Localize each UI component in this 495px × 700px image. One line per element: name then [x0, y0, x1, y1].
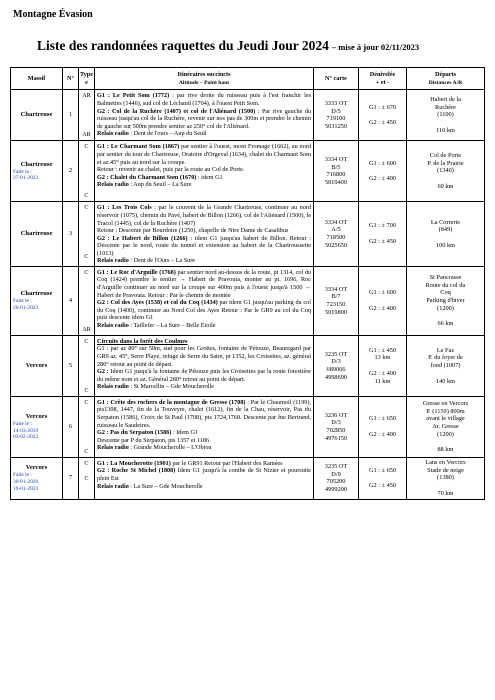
map-ref: B/7: [331, 293, 341, 301]
hikes-table: [10, 67, 485, 500]
map-ref: 3235 OT: [324, 462, 348, 470]
distance-ar: 70 km: [437, 489, 454, 497]
g2-text: : Par rive gauche du ruisseau jusqu'au col de la Ruchère, revenir sur nos pas de 300m et prendre le chemin de gauche sur 500m prendre sentier az 250° col de l'Aliénard.: [97, 107, 312, 130]
col-type-label: Type: [80, 71, 93, 79]
map-ref: D/9: [331, 470, 341, 478]
g2-line: [97, 235, 311, 258]
g1-title: Le Charmant Som (1867): [110, 143, 180, 151]
massif-cell: [11, 90, 63, 141]
g1-retour: Retour : revenir au chalet, puis par la route au Col de Porte.: [97, 166, 245, 174]
col-den-label: Dénivelée: [369, 71, 396, 79]
spacer: [409, 482, 482, 490]
g2-title: Col des Ayes (1538) et col du Coq (1434): [110, 299, 218, 307]
massif-name: Chartreuse: [20, 160, 53, 168]
type-cell: [79, 335, 95, 396]
g2-text: : Idem G1: [171, 429, 199, 437]
map-cell: [314, 335, 359, 396]
g2-line: [97, 299, 311, 322]
distance-ar: 100 km: [435, 241, 456, 249]
elevation-g1: G1 : ± 450: [368, 346, 397, 354]
g2-line: [97, 429, 311, 437]
g1-title: Circuits dans la forêt des Coulmes: [97, 337, 188, 345]
spacer: [361, 297, 404, 305]
g2-label: G2 :: [97, 368, 111, 376]
departure-cell: [407, 396, 485, 457]
type-cell: [79, 396, 95, 457]
departure-cell: [407, 90, 485, 141]
table-row: [11, 90, 485, 141]
itinerary-cell: [95, 90, 314, 141]
spacer: [361, 167, 404, 175]
map-ref: 719100: [326, 115, 346, 123]
map-ref: 3333 OT: [324, 100, 348, 108]
col-itin-sub: Altitude – Point haut: [178, 79, 230, 86]
elevation-g2: G2 : ± 400: [368, 175, 397, 183]
g1-title: La Moucherotte (1901): [110, 459, 171, 467]
relais-text: : La Sure – Gde Moucherolle: [128, 482, 203, 490]
distance-ar: 110 km: [436, 127, 455, 135]
departure-line: Route du col du: [425, 281, 466, 289]
col-carte: N° carte: [314, 68, 359, 90]
type-g2: C: [84, 253, 89, 261]
elevation-g2: G2 : ± 450: [368, 119, 397, 127]
g1-label: G1 :: [97, 268, 111, 276]
g2-label: G2 :: [97, 234, 113, 242]
g2-line: [97, 174, 311, 182]
distance-ar: 60 km: [437, 183, 454, 191]
elevation-g2: G2 : ± 450: [368, 238, 397, 246]
map-ref: 702850: [326, 426, 346, 434]
relais-line: [97, 483, 311, 491]
done-date: Faite le :: [13, 168, 32, 175]
elevation-cell: [359, 457, 407, 499]
distance-ar: 140 km: [435, 377, 456, 385]
map-ref: 3334 OT: [324, 285, 348, 293]
map-ref: 4999200: [324, 485, 348, 493]
g1-title: Le Roc d'Arguille (1768): [110, 268, 176, 276]
massif-cell: [11, 335, 63, 396]
g1-label: G1 :: [97, 398, 111, 406]
map-ref: 4976150: [324, 434, 348, 442]
type-cell: [79, 141, 95, 202]
relais-text: : St Marcellin – Gde Moucherolle: [128, 383, 215, 391]
type-cell: [79, 266, 95, 335]
elevation-cell: [359, 266, 407, 335]
relais-text: : Taillefer – La Sure – Belle Etoile: [128, 321, 216, 329]
elevation-cell: [359, 202, 407, 267]
itinerary-cell: [95, 396, 314, 457]
g1-line: [97, 92, 311, 107]
g1-title: Les Trois Cols: [112, 204, 152, 212]
relais-label: Relais radio: [97, 383, 129, 391]
col-dep-label: Départs: [435, 71, 456, 78]
itinerary-cell: [95, 457, 314, 499]
g2-label: G2 :: [97, 107, 112, 115]
elevation-cell: [359, 335, 407, 396]
col-dep: [407, 68, 485, 90]
massif-cell: [11, 396, 63, 457]
g2-title: Col de la Ruchère (1407) et col de l'Aliénard (1500): [111, 107, 256, 115]
table-header-row: [11, 68, 485, 90]
done-date: 26-01-2023: [13, 304, 39, 311]
g2-label: G2 :: [97, 467, 112, 475]
g1-line: [97, 460, 311, 468]
map-cell: [314, 141, 359, 202]
type-spacer: [79, 408, 94, 446]
map-cell: [314, 90, 359, 141]
g1-label: G1 :: [97, 204, 113, 212]
type-g2: AR: [82, 131, 91, 139]
g2-text: : idem G1: [196, 173, 223, 181]
relais-label: Relais radio: [97, 321, 129, 329]
done-date: Faite le :: [13, 472, 32, 479]
done-date: 27-01-2022: [13, 175, 39, 182]
g2-label: G2 :: [97, 299, 111, 307]
massif-name: Chartreuse: [20, 290, 53, 298]
departure-line: P. (1159) 800m: [426, 407, 465, 415]
type-cell: [79, 202, 95, 267]
hike-number: 5: [63, 335, 79, 396]
g2-title: Chalet du Charmant Som (1670): [110, 173, 197, 181]
elevation-cell: [359, 90, 407, 141]
departure-cell: [407, 141, 485, 202]
relais-label: Relais radio: [97, 257, 129, 265]
elevation-cell: [359, 396, 407, 457]
spacer: [409, 119, 482, 127]
departure-line: Lans en Vercors: [425, 458, 466, 466]
elevation-g1: G1 : ± 600: [368, 159, 397, 167]
done-date: 03-02-2022: [13, 434, 39, 441]
elevation-g2: G2 : ± 400: [368, 430, 397, 438]
g2-line: [97, 368, 311, 383]
spacer: [361, 362, 404, 370]
map-ref: B/5: [331, 163, 341, 171]
type-g1: AR: [82, 92, 91, 100]
type-spacer: [79, 152, 94, 190]
col-type-suffix: e: [85, 78, 88, 86]
g1-text: par sentier à l'ouest, mont Fromage (1662), au nord par sentier du tour de Chartreuse, Oratoire d'Orgeval (1634), chalet du Charmant Som et az.45° puis au nord sur la croupe.: [97, 143, 312, 166]
elevation-g1: G1 : ± 650: [368, 466, 397, 474]
map-ref: 5019800: [324, 308, 348, 316]
departure-line: Coq: [440, 289, 451, 297]
relais-label: Relais radio: [97, 482, 129, 490]
spacer: [361, 423, 404, 431]
g2-text: Idem G1 jusqu'à la combe de St Nizier et poursuite plein Est: [97, 467, 311, 482]
type-g2: AR: [82, 325, 91, 333]
itinerary-cell: [95, 202, 314, 267]
col-num: N°: [63, 68, 79, 90]
g1-text: par le GR91 Retour par l'Habert des Ramées: [170, 459, 283, 467]
g2-extra: Descente par P du Serpaton, pts 1357 et 1186: [97, 436, 210, 444]
itinerary-cell: [95, 141, 314, 202]
type-cell: [79, 90, 95, 141]
table-row: [11, 457, 485, 499]
type-spacer: [79, 278, 94, 324]
g1-line: [97, 143, 311, 166]
g1-text: par sentier nord au-dessus de la route, pt 1314, col du Coq (1424) prendre le sentier → Habert de Pravouta, monter au pt. 1696, Roc d'Arguille continuer au nord sur la croupe sur 400m puis à l'ouest jusqu'à 1500 → Habert de Pravouta. Retour : Par le chemin de montée: [97, 268, 312, 299]
g2-title: Le Habert de Billon (1266): [112, 234, 188, 242]
departure-line: avant le village: [426, 415, 465, 423]
map-ref: 716800: [326, 171, 346, 179]
massif-name: Chartreuse: [20, 111, 53, 119]
g1-line: [97, 204, 311, 227]
map-cell: [314, 266, 359, 335]
update-note: – mise à jour 02/11/2023: [331, 42, 420, 52]
type-g1: C: [84, 459, 89, 467]
hike-number: 3: [63, 202, 79, 267]
done-date: Faite le :: [13, 298, 32, 305]
relais-line: [97, 257, 311, 265]
relais-line: [97, 322, 311, 330]
hike-number: 7: [63, 457, 79, 499]
departure-line: P. du foyer de: [428, 354, 463, 362]
table-row: [11, 335, 485, 396]
map-ref: 5031250: [324, 123, 348, 131]
relais-line: [97, 383, 311, 391]
table-row: [11, 266, 485, 335]
departure-line: (1380): [437, 474, 454, 482]
map-ref: 3334 OT: [324, 156, 348, 164]
type-g1: C: [84, 268, 89, 276]
elevation-g1: G1 : ± 600: [368, 289, 397, 297]
type-g1: C: [84, 337, 89, 345]
spacer: [361, 111, 404, 119]
spacer: [361, 474, 404, 482]
departure-line: P. de la Prairie: [427, 159, 464, 167]
table-row: [11, 202, 485, 267]
relais-label: Relais radio: [97, 444, 129, 452]
type-g2: C: [84, 386, 89, 394]
massif-cell: [11, 266, 63, 335]
departure-line: fond (1007): [430, 361, 461, 369]
departure-line: (849): [438, 226, 453, 234]
relais-label: Relais radio: [97, 130, 129, 138]
map-ref: 705200: [326, 478, 346, 486]
hike-number: 1: [63, 90, 79, 141]
map-ref: 718500: [326, 234, 346, 242]
type-g1: C: [84, 204, 89, 212]
spacer: [409, 438, 482, 446]
type-g2: C: [84, 474, 89, 482]
g2-text: par idem G1 jusqu'au parking du col du Coq (1400), continuer au Nord Col des Ayes Retour : Par le GR9 au col du Coq puis descente idem G1: [97, 299, 311, 322]
g1-line: [97, 269, 311, 299]
done-date: 30-01-2020: [13, 478, 39, 485]
col-itin: [95, 68, 314, 90]
massif-name: Vercors: [25, 464, 48, 472]
type-g2: C: [84, 192, 89, 200]
map-ref: 3235 OT: [324, 350, 348, 358]
done-date: 14-03-2019: [13, 427, 39, 434]
type-g1: C: [84, 143, 89, 151]
hike-number: 2: [63, 141, 79, 202]
map-ref: D/3: [331, 419, 341, 427]
elevation-g2: G2 : ± 400: [368, 369, 397, 377]
departure-line: Gresse en Vercors: [422, 399, 469, 407]
spacer: [409, 175, 482, 183]
map-ref: D/5: [331, 107, 341, 115]
departure-cell: [407, 266, 485, 335]
page-title: [37, 38, 419, 54]
map-ref: 3334 OT: [324, 218, 348, 226]
spacer: [409, 234, 482, 242]
massif-name: Vercors: [25, 412, 48, 420]
massif-cell: [11, 457, 63, 499]
massif-cell: [11, 141, 63, 202]
departure-cell: [407, 457, 485, 499]
departure-line: Le Faz: [436, 346, 455, 354]
departure-line: Stade de neige: [427, 466, 464, 474]
departure-cell: [407, 335, 485, 396]
distance-g1: 13 km: [374, 354, 391, 362]
col-type: [79, 68, 95, 90]
elevation-g2: G2 : ± 450: [368, 482, 397, 490]
col-dep-sub: Distances A/R: [428, 79, 463, 86]
distance-ar: 88 km: [437, 446, 454, 454]
distance-ar: 66 km: [437, 320, 454, 328]
hike-number: 6: [63, 396, 79, 457]
departure-line: St Pancrasse: [429, 273, 462, 281]
done-date: Faite le :: [13, 421, 32, 427]
g2-line: [97, 467, 311, 482]
g1-title: Crête des rochers de la montagne de Gresse (1708): [110, 398, 246, 406]
type-g1: C: [84, 398, 89, 406]
departure-cell: [407, 202, 485, 267]
col-den: [359, 68, 407, 90]
map-ref: 3236 OT: [324, 411, 348, 419]
table-row: [11, 141, 485, 202]
departure-line: Parking d'hiver: [426, 296, 465, 304]
g1-text: : par le couvent de la Grande Chartreuse, continuer au nord réservoir (1075), chemin du Pavé, habert de Billon (1266), col de l'Aliénard (1500), le Tracol (1445), col de la Ruchère (1407): [97, 204, 311, 227]
departure-line: Ar. Gresse: [432, 422, 459, 430]
relais-text: : Dent de l'Ours – La Sure: [128, 257, 196, 265]
g1-text: : par rive droite du ruisseau puis à l'est franchir les Balmettes (1446), sud col de Léchaud (1704), à l'ouest Petit Som.: [97, 92, 311, 107]
elevation-g1: G1 : ± 700: [368, 222, 397, 230]
relais-line: [97, 130, 311, 138]
departure-line: (1200): [437, 304, 454, 312]
g2-label: G2 :: [97, 429, 111, 437]
departure-line: (1340): [437, 167, 454, 175]
spacer: [409, 370, 482, 378]
departure-line: Col de Porte: [429, 152, 462, 160]
g1-line: [97, 338, 311, 368]
relais-label: Relais radio: [97, 181, 129, 189]
g2-label: G2 :: [97, 173, 111, 181]
relais-text: : Dent de l'ours – Aup du Seuil: [128, 130, 207, 138]
map-ref: 5019400: [324, 179, 348, 187]
massif-cell: [11, 202, 63, 267]
hike-number: 4: [63, 266, 79, 335]
map-ref: A/5: [331, 226, 341, 234]
elevation-cell: [359, 141, 407, 202]
map-ref: 4998690: [324, 373, 348, 381]
g2-line: [97, 108, 311, 131]
relais-line: [97, 181, 311, 189]
elevation-g2: G2 : ± 400: [368, 304, 397, 312]
spacer: [361, 230, 404, 238]
title-text: Liste des randonnées raquettes du Jeudi Jour 2024: [37, 38, 329, 53]
elevation-g1: G1 : ± 670: [368, 103, 397, 111]
g2-title: Pas du Serpaton (1586): [110, 429, 172, 437]
g2-text: Idem G1 jusqu'à la fontaine de Pétouze puis les Croisettes par la route forestière du même nom et az. Général 280° retour au point de départ.: [97, 368, 312, 383]
map-ref: 723150: [326, 300, 346, 308]
map-ref: 689066: [326, 365, 346, 373]
departure-line: Habert de la: [430, 96, 461, 104]
g2-text: : idem G1 jusqu'au habert de Billon. Retour : Descente par le nord, route du tunnel et extension au habert de la Chartroussette (1013): [97, 234, 311, 257]
elevation-g1: G1 : ± 650: [368, 415, 397, 423]
g1-retour: Retour : Descente par Bourdoire (1250), chapelle de Ntre Dame de Casalibus: [97, 227, 289, 235]
itinerary-cell: [95, 266, 314, 335]
map-cell: [314, 202, 359, 267]
itinerary-cell: [95, 335, 314, 396]
type-cell: [79, 457, 95, 499]
g1-label: G1 :: [97, 92, 113, 100]
g1-title: Le Petit Som (1772): [112, 92, 170, 100]
g1-line: [97, 399, 311, 429]
massif-name: Chartreuse: [20, 230, 53, 238]
table-row: [11, 396, 485, 457]
type-spacer: [79, 101, 94, 129]
departure-line: Ruchère: [435, 103, 456, 111]
map-cell: [314, 457, 359, 499]
departure-line: La Correrie: [430, 218, 461, 226]
g1-text: : Par le Chaumoil (1199), pts1308, 1447, fin de la Touveyre, chalet (1612), fin de la Chau, réservoir, Pas du Serpaton (1586), Croix de St Paul (1708), pts 1724,1768. Descente par fne Bertrand, ruisseau le Saudeires.: [97, 398, 312, 429]
distance-g2: 11 km: [374, 377, 391, 385]
map-ref: 5025650: [324, 241, 348, 249]
departure-line: (1100): [437, 111, 454, 119]
map-cell: [314, 396, 359, 457]
col-massif: Massif: [11, 68, 63, 90]
map-ref: D/3: [331, 358, 341, 366]
spacer: [409, 312, 482, 320]
done-date: 19-01-2023: [13, 485, 39, 492]
club-name: Montagne Évasion: [13, 9, 93, 20]
g1-label: G1 :: [97, 143, 111, 151]
col-den-sub: + et -: [375, 78, 390, 86]
col-itin-label: Itinéraires succincts: [177, 71, 231, 78]
g1-label: G1 :: [97, 459, 111, 467]
g1-text: G1 : par az 80° sur 50m, sud pour les Grottes, fontaine de Pétouze, Beauregard par GR9 az. 45°, Serre Playe, refuge de Serre du Satre, pt 1352, les Croisettes, az. général 280° retour au point de départ.: [97, 345, 311, 368]
relais-line: [97, 444, 311, 452]
type-g2: C: [84, 447, 89, 455]
g2-title: Roche St Michel (1808): [111, 467, 176, 475]
massif-name: Vercors: [25, 361, 48, 369]
departure-line: (1200): [437, 430, 454, 438]
type-spacer: [79, 347, 94, 385]
type-spacer: [79, 213, 94, 251]
relais-text: : Aup du Seuil – La Sure: [128, 181, 192, 189]
relais-text: : Grande Moucherolle – L'Obiou: [128, 444, 212, 452]
